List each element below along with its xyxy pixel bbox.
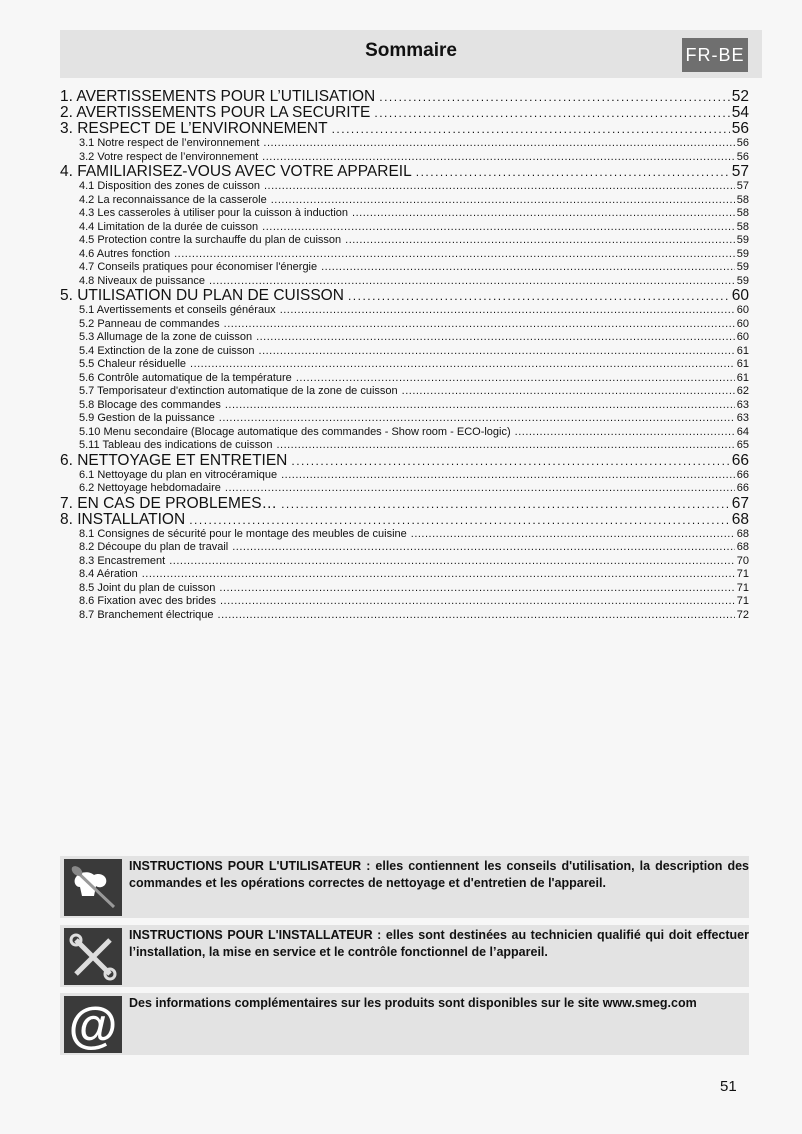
dot-leader bbox=[379, 89, 730, 105]
toc-entry[interactable] bbox=[60, 261, 749, 275]
toc-entry-label: 4.7 Conseils pratiques pour économiser l'énergie bbox=[79, 261, 318, 273]
toc-entry[interactable] bbox=[60, 385, 749, 399]
toc-entry[interactable] bbox=[60, 439, 749, 453]
toc-entry-page: 60 bbox=[731, 288, 749, 304]
toc-entry-page: 71 bbox=[736, 581, 749, 594]
toc-entry-label: 4.3 Les casseroles à utiliser pour la cuisson à induction bbox=[79, 207, 349, 219]
toc-entry-page: 56 bbox=[731, 121, 749, 137]
toc-entry-label: 6.1 Nettoyage du plan en vitrocéramique bbox=[79, 468, 278, 481]
toc-entry[interactable] bbox=[60, 331, 749, 345]
dot-leader bbox=[209, 275, 735, 289]
toc-entry-page: 58 bbox=[736, 207, 749, 219]
toc-entry-label: 8.1 Consignes de sécurité pour le montage des meubles de cuisine bbox=[79, 527, 407, 540]
toc-entry-page: 59 bbox=[736, 234, 749, 246]
toc-entry-label: 4.8 Niveaux de puissance bbox=[79, 274, 205, 287]
toc-entry[interactable] bbox=[60, 426, 749, 440]
toc-entry[interactable] bbox=[60, 304, 749, 318]
dot-leader bbox=[142, 568, 735, 582]
dot-leader bbox=[296, 372, 735, 386]
toc-entry-label: 5. UTILISATION DU PLAN DE CUISSON bbox=[60, 288, 344, 304]
dot-leader bbox=[219, 412, 735, 426]
toc-entry[interactable] bbox=[60, 194, 749, 208]
toc-entry-label: 8.2 Découpe du plan de travail bbox=[79, 541, 229, 553]
toc-entry[interactable] bbox=[60, 512, 749, 528]
dot-leader bbox=[374, 105, 729, 121]
info-box-user bbox=[60, 856, 749, 918]
dot-leader bbox=[264, 180, 735, 194]
toc-entry-label: 5.7 Temporisateur d'extinction automatique de la zone de cuisson bbox=[79, 385, 398, 397]
toc-entry-label: 8.7 Branchement électrique bbox=[79, 608, 214, 621]
toc-entry-page: 54 bbox=[731, 105, 749, 121]
toc-entry[interactable] bbox=[60, 151, 749, 165]
dot-leader bbox=[232, 541, 735, 555]
toc-entry-label: 8.5 Joint du plan de cuisson bbox=[79, 581, 216, 594]
toc-entry-page: 65 bbox=[736, 439, 749, 451]
toc-entry[interactable] bbox=[60, 453, 749, 469]
toc-entry-label: 4.6 Autres fonction bbox=[79, 247, 171, 260]
dot-leader bbox=[190, 358, 735, 372]
toc-entry-label: 3.2 Votre respect de l’environnement bbox=[79, 150, 259, 163]
toc-entry[interactable] bbox=[60, 528, 749, 542]
toc-entry-label: 2. AVERTISSEMENTS POUR LA SECURITE bbox=[60, 105, 371, 121]
toc-entry-page: 61 bbox=[736, 371, 749, 384]
dot-leader bbox=[280, 304, 735, 318]
toc-entry-page: 71 bbox=[736, 568, 749, 580]
dot-leader bbox=[219, 582, 734, 596]
toc-entry-page: 63 bbox=[736, 398, 749, 411]
toc-entry-label: 1. AVERTISSEMENTS POUR L’UTILISATION bbox=[60, 89, 376, 105]
page-title: Sommaire bbox=[365, 40, 457, 61]
toc-entry-page: 71 bbox=[736, 595, 749, 607]
dot-leader bbox=[271, 194, 735, 208]
dot-leader bbox=[256, 331, 735, 345]
header-band bbox=[60, 30, 762, 78]
toc-entry-label: 5.8 Blocage des commandes bbox=[79, 398, 221, 411]
toc-entry-page: 61 bbox=[736, 358, 749, 370]
toc-entry-label: 5.5 Chaleur résiduelle bbox=[79, 358, 187, 370]
dot-leader bbox=[262, 221, 735, 235]
toc-entry-page: 70 bbox=[736, 554, 749, 567]
toc-entry-page: 59 bbox=[736, 274, 749, 287]
toc-entry[interactable] bbox=[60, 496, 749, 512]
toc-entry[interactable] bbox=[60, 180, 749, 194]
toc-entry-page: 60 bbox=[736, 304, 749, 316]
info-box-installer bbox=[60, 925, 749, 987]
dot-leader bbox=[259, 345, 735, 359]
toc-entry-label: 5.9 Gestion de la puissance bbox=[79, 412, 215, 424]
toc-entry-page: 58 bbox=[736, 193, 749, 206]
toc-entry[interactable] bbox=[60, 595, 749, 609]
toc-entry-page: 62 bbox=[736, 385, 749, 397]
toc-entry[interactable] bbox=[60, 164, 749, 180]
dot-leader bbox=[276, 439, 734, 453]
toc-entry-page: 60 bbox=[736, 317, 749, 330]
toc-entry-page: 52 bbox=[731, 89, 749, 105]
toc-entry-label: 8. INSTALLATION bbox=[60, 511, 186, 528]
toc-entry[interactable] bbox=[60, 318, 749, 332]
toc-entry[interactable] bbox=[60, 121, 749, 137]
toc-entry-label: 3. RESPECT DE L’ENVIRONNEMENT bbox=[60, 121, 328, 137]
toc-entry[interactable] bbox=[60, 609, 749, 623]
toc-entry-page: 67 bbox=[731, 495, 749, 512]
toc-entry[interactable] bbox=[60, 469, 749, 483]
toc-entry-page: 63 bbox=[736, 412, 749, 424]
toc-entry-label: 5.6 Contrôle automatique de la température bbox=[79, 371, 292, 384]
toc-entry-page: 64 bbox=[736, 425, 749, 438]
toc-entry-label: 7. EN CAS DE PROBLEMES… bbox=[60, 495, 278, 512]
toc-entry[interactable] bbox=[60, 137, 749, 151]
dot-leader bbox=[220, 595, 735, 609]
toc-entry-page: 57 bbox=[736, 180, 749, 192]
dot-leader bbox=[281, 469, 735, 483]
toc-entry-page: 68 bbox=[736, 527, 749, 540]
dot-leader bbox=[225, 482, 735, 496]
dot-leader bbox=[189, 512, 730, 528]
toc-entry-page: 68 bbox=[736, 541, 749, 553]
toc-entry[interactable] bbox=[60, 412, 749, 426]
toc-entry[interactable] bbox=[60, 275, 749, 289]
toc-entry-label: 5.1 Avertissements et conseils généraux bbox=[79, 304, 276, 316]
toc-entry-label: 6.2 Nettoyage hebdomadaire bbox=[79, 482, 221, 494]
table-of-contents bbox=[60, 89, 749, 622]
toc-entry-page: 56 bbox=[736, 137, 749, 149]
toc-entry-page: 56 bbox=[736, 150, 749, 163]
toc-entry[interactable] bbox=[60, 568, 749, 582]
dot-leader bbox=[169, 555, 735, 569]
toc-entry-label: 5.4 Extinction de la zone de cuisson bbox=[79, 344, 255, 357]
toc-entry-label: 3.1 Notre respect de l’environnement bbox=[79, 137, 260, 149]
tools-icon bbox=[64, 928, 122, 985]
info-user-text: INSTRUCTIONS POUR L'UTILISATEUR : elles contiennent les conseils d'utilisation, la description des commandes et les opérations correctes de nettoyage et d'entretien de l'appareil. bbox=[129, 859, 749, 890]
dot-leader bbox=[352, 207, 735, 221]
toc-entry-label: 6. NETTOYAGE ET ENTRETIEN bbox=[60, 452, 288, 469]
dot-leader bbox=[218, 609, 735, 623]
dot-leader bbox=[332, 121, 730, 137]
dot-leader bbox=[416, 164, 730, 180]
toc-entry[interactable] bbox=[60, 372, 749, 386]
toc-entry[interactable] bbox=[60, 248, 749, 262]
dot-leader bbox=[321, 261, 735, 275]
toc-entry-page: 72 bbox=[736, 608, 749, 621]
dot-leader bbox=[174, 248, 735, 262]
info-installer-text: INSTRUCTIONS POUR L'INSTALLATEUR : elles sont destinées au technicien qualifié qui doit effectuer l’installation, la mise en service et le contrôle fonctionnel de l’appareil. bbox=[129, 928, 749, 959]
language-badge: FR-BE bbox=[682, 38, 748, 72]
toc-entry-label: 8.3 Encastrement bbox=[79, 554, 166, 567]
dot-leader bbox=[402, 385, 735, 399]
toc-entry-label: 5.2 Panneau de commandes bbox=[79, 317, 220, 330]
dot-leader bbox=[291, 453, 729, 469]
toc-entry-label: 4.4 Limitation de la durée de cuisson bbox=[79, 220, 259, 233]
info-web-text: Des informations complémentaires sur les produits sont disponibles sur le site www.smeg.com bbox=[129, 996, 697, 1010]
toc-entry-label: 5.3 Allumage de la zone de cuisson bbox=[79, 331, 253, 343]
toc-entry-page: 59 bbox=[736, 261, 749, 273]
toc-entry-label: 4. FAMILIARISEZ-VOUS AVEC VOTRE APPAREIL bbox=[60, 164, 412, 180]
dot-leader bbox=[262, 151, 735, 165]
toc-entry-label: 5.10 Menu secondaire (Blocage automatique des commandes - Show room - ECO-logic) bbox=[79, 425, 511, 438]
toc-entry-label: 4.2 La reconnaissance de la casserole bbox=[79, 193, 267, 206]
toc-entry-page: 66 bbox=[736, 468, 749, 481]
toc-entry[interactable] bbox=[60, 288, 749, 304]
toc-entry[interactable] bbox=[60, 582, 749, 596]
dot-leader bbox=[515, 426, 735, 440]
toc-entry[interactable] bbox=[60, 541, 749, 555]
toc-entry[interactable] bbox=[60, 105, 749, 121]
page-number: 51 bbox=[720, 1078, 737, 1095]
toc-entry[interactable] bbox=[60, 358, 749, 372]
toc-entry-page: 58 bbox=[736, 220, 749, 233]
toc-entry-page: 66 bbox=[731, 452, 749, 469]
toc-entry-label: 4.1 Disposition des zones de cuisson bbox=[79, 180, 260, 192]
dot-leader bbox=[225, 399, 735, 413]
toc-entry-page: 66 bbox=[736, 482, 749, 494]
dot-leader bbox=[263, 137, 734, 151]
toc-entry[interactable] bbox=[60, 234, 749, 248]
dot-leader bbox=[348, 288, 730, 304]
toc-entry-page: 59 bbox=[736, 247, 749, 260]
toc-entry[interactable] bbox=[60, 345, 749, 359]
dot-leader bbox=[281, 496, 730, 512]
toc-entry[interactable] bbox=[60, 399, 749, 413]
toc-entry-label: 5.11 Tableau des indications de cuisson bbox=[79, 439, 273, 451]
dot-leader bbox=[224, 318, 735, 332]
toc-entry[interactable] bbox=[60, 555, 749, 569]
toc-entry-label: 8.4 Aération bbox=[79, 568, 138, 580]
toc-entry-label: 8.6 Fixation avec des brides bbox=[79, 595, 216, 607]
dot-leader bbox=[411, 528, 735, 542]
info-box-web bbox=[60, 993, 749, 1055]
toc-entry-page: 57 bbox=[731, 164, 749, 180]
toc-entry[interactable] bbox=[60, 482, 749, 496]
toc-entry-page: 68 bbox=[731, 511, 749, 528]
toc-entry[interactable] bbox=[60, 221, 749, 235]
toc-entry[interactable] bbox=[60, 89, 749, 105]
toc-entry-page: 60 bbox=[736, 331, 749, 343]
chef-spoon-icon bbox=[64, 859, 122, 916]
dot-leader bbox=[345, 234, 735, 248]
toc-entry-label: 4.5 Protection contre la surchauffe du plan de cuisson bbox=[79, 234, 342, 246]
at-sign-icon: @ bbox=[64, 996, 122, 1053]
toc-entry[interactable] bbox=[60, 207, 749, 221]
toc-entry-page: 61 bbox=[736, 344, 749, 357]
